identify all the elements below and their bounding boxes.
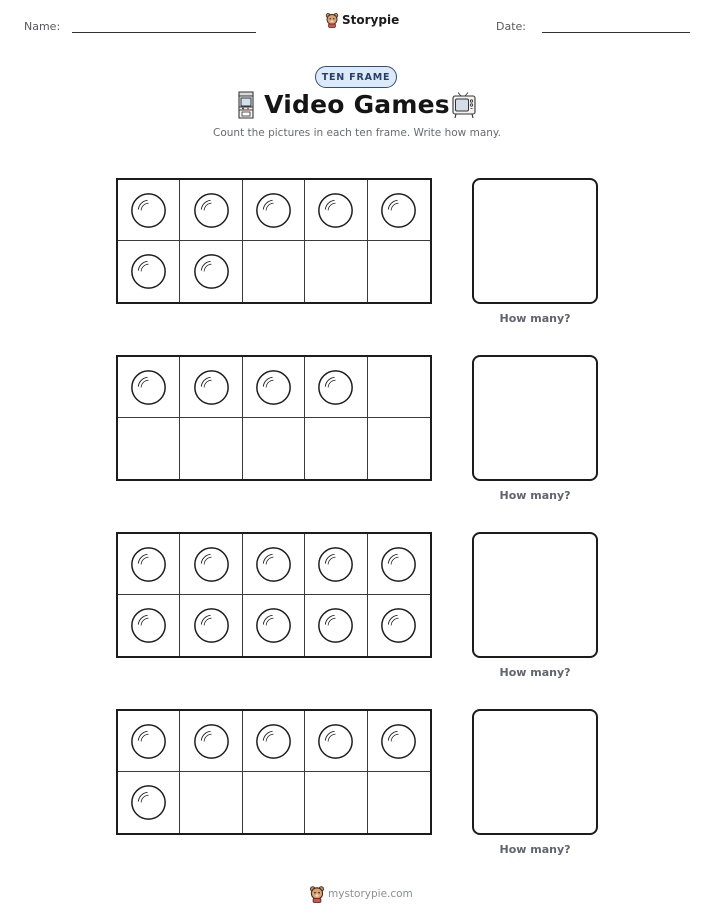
ten-frame-cell (305, 772, 367, 833)
brand-name: Storypie (342, 13, 400, 27)
ten-frame-cell (243, 595, 305, 656)
name-field[interactable] (72, 32, 256, 33)
ten-frame-cell (368, 418, 430, 479)
ten-frame-cell (118, 711, 180, 772)
ten-frame-cell (305, 357, 367, 418)
ten-frame (116, 355, 432, 481)
bubble-circle-icon (130, 723, 167, 760)
ten-frame-cell (368, 772, 430, 833)
ten-frame-cell (118, 357, 180, 418)
ten-frame-cell (118, 772, 180, 833)
ten-frame-cell (305, 418, 367, 479)
ten-frame-cell (180, 357, 242, 418)
how-many-label: How many? (499, 489, 571, 502)
footer (309, 885, 413, 903)
ten-frame-cell (118, 418, 180, 479)
ten-frame-cell (118, 180, 180, 241)
bubble-circle-icon (255, 546, 292, 583)
ten-frame-cell (243, 711, 305, 772)
page-title: Video Games (264, 90, 450, 119)
bubble-circle-icon (130, 253, 167, 290)
ten-frame-cell (180, 180, 242, 241)
ten-frame-cell (180, 772, 242, 833)
ten-frame-cell (305, 595, 367, 656)
how-many-label: How many? (499, 312, 571, 325)
bubble-circle-icon (130, 192, 167, 229)
ten-frame-cell (305, 180, 367, 241)
brand-logo (325, 12, 399, 28)
ten-frame-cell (243, 241, 305, 302)
answer-box[interactable] (472, 532, 598, 658)
ten-frame-cell (368, 534, 430, 595)
ten-frame-cell (368, 241, 430, 302)
bubble-circle-icon (130, 607, 167, 644)
ten-frame-cell (243, 357, 305, 418)
ten-frame-cell (243, 772, 305, 833)
ten-frame (116, 532, 432, 658)
how-many-label: How many? (499, 843, 571, 856)
ten-frame (116, 178, 432, 304)
how-many-label: How many? (499, 666, 571, 679)
ten-frame-cell (305, 534, 367, 595)
ten-frame-cell (368, 357, 430, 418)
bubble-circle-icon (193, 607, 230, 644)
date-label: Date: (496, 20, 526, 33)
bubble-circle-icon (193, 192, 230, 229)
bubble-circle-icon (380, 546, 417, 583)
bubble-circle-icon (380, 192, 417, 229)
bubble-circle-icon (255, 369, 292, 406)
ten-frame-cell (180, 595, 242, 656)
bubble-circle-icon (317, 607, 354, 644)
bubble-circle-icon (193, 369, 230, 406)
answer-box[interactable] (472, 178, 598, 304)
ten-frame-cell (368, 595, 430, 656)
bear-mascot-icon (325, 12, 339, 28)
bubble-circle-icon (255, 192, 292, 229)
ten-frame-cell (180, 418, 242, 479)
ten-frame-cell (305, 711, 367, 772)
bubble-circle-icon (380, 607, 417, 644)
ten-frame-cell (243, 180, 305, 241)
name-label: Name: (24, 20, 61, 33)
ten-frame-cell (243, 418, 305, 479)
ten-frame-cell (368, 711, 430, 772)
ten-frame-cell (180, 711, 242, 772)
bubble-circle-icon (317, 723, 354, 760)
bubble-circle-icon (317, 546, 354, 583)
bubble-circle-icon (193, 546, 230, 583)
ten-frame (116, 709, 432, 835)
bubble-circle-icon (255, 607, 292, 644)
retro-tv-icon (451, 92, 477, 124)
bubble-circle-icon (193, 253, 230, 290)
ten-frame-cell (118, 241, 180, 302)
ten-frame-cell (243, 534, 305, 595)
bubble-circle-icon (130, 546, 167, 583)
bubble-circle-icon (380, 723, 417, 760)
ten-frame-cell (180, 241, 242, 302)
ten-frame-cell (305, 241, 367, 302)
answer-box[interactable] (472, 355, 598, 481)
bear-mascot-icon (309, 885, 325, 903)
ten-frame-cell (118, 534, 180, 595)
bubble-circle-icon (130, 784, 167, 821)
bubble-circle-icon (317, 369, 354, 406)
bubble-circle-icon (317, 192, 354, 229)
worksheet-type-badge: TEN FRAME (315, 66, 397, 88)
ten-frame-cell (368, 180, 430, 241)
bubble-circle-icon (255, 723, 292, 760)
date-field[interactable] (542, 32, 690, 33)
instructions: Count the pictures in each ten frame. Write how many. (213, 127, 501, 139)
bubble-circle-icon (193, 723, 230, 760)
answer-box[interactable] (472, 709, 598, 835)
bubble-circle-icon (130, 369, 167, 406)
ten-frame-cell (118, 595, 180, 656)
footer-url[interactable]: mystorypie.com (328, 888, 413, 900)
ten-frame-cell (180, 534, 242, 595)
